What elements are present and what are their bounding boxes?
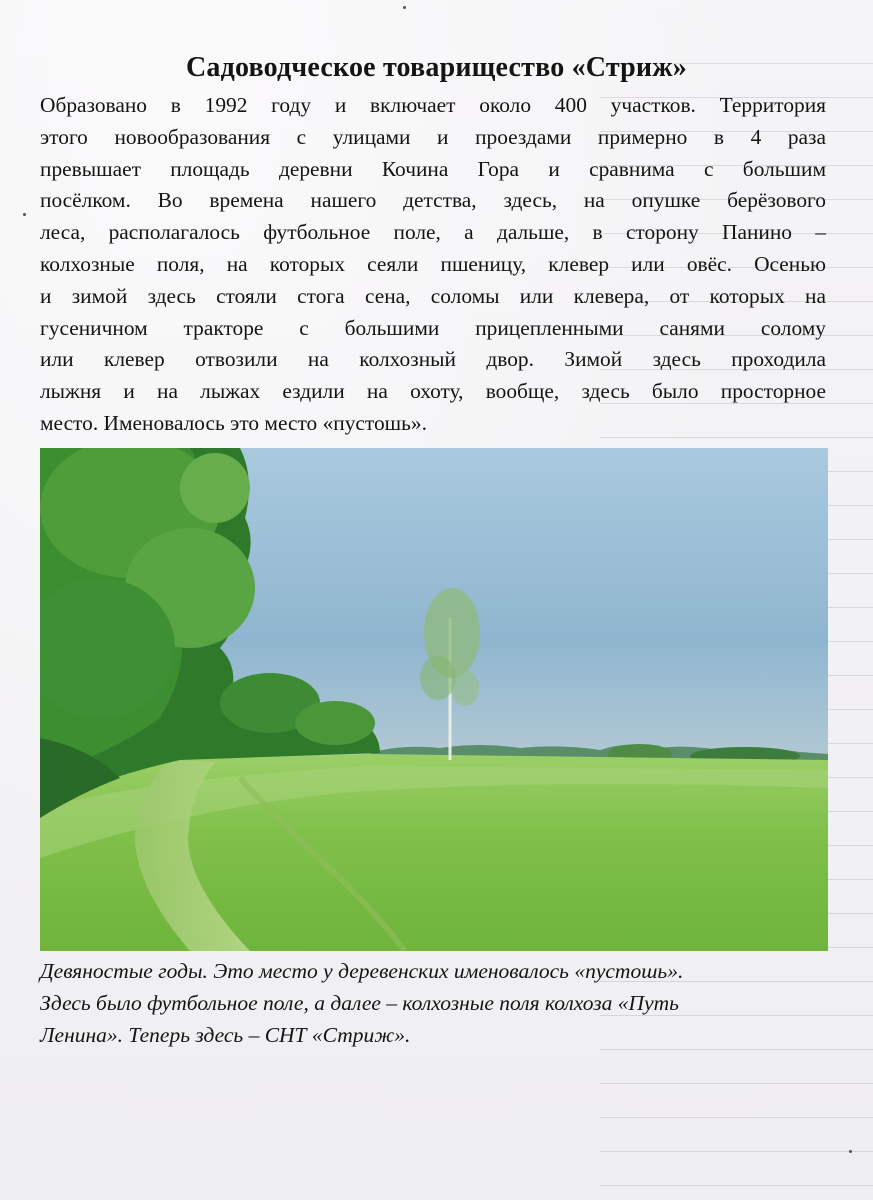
intro-line: этого новообразования с улицами и проездами примерно в 4 раза [40,124,826,149]
caption-line: Ленина». Теперь здесь – СНТ «Стриж». [40,1023,411,1047]
intro-paragraph [40,90,826,440]
tree-crown [295,701,375,745]
intro-line: место. Именовалось это место «пустошь». [40,410,427,435]
intro-line: лыжня и на лыжах ездили на охоту, вообще, здесь было просторное [40,379,826,404]
photo-caption [40,955,830,1051]
intro-line: Образовано в 1992 году и включает около 400 участков. Территория [40,93,826,117]
field-photo-illustration [40,448,828,951]
intro-line: колхозные поля, на которых сеяли пшеницу, клевер или овёс. Осенью [40,251,826,276]
intro-line: или клевер отвозили на колхозный двор. Зимой здесь проходила [40,347,826,372]
page-title: Садоводческое товарищество «Стриж» [186,52,687,83]
intro-line: посёлком. Во времена нашего детства, здесь, на опушке берёзового [40,188,826,213]
birch-crown [420,656,456,700]
caption-line: Девяностые годы. Это место у деревенских именовалось «пустошь». [40,959,684,983]
caption-line: Здесь было футбольное поле, а далее – колхозные поля колхоза «Путь [40,991,679,1015]
intro-line: и зимой здесь стояли стога сена, соломы или клевера, от которых на [40,283,826,308]
paper-speck [849,1150,852,1153]
intro-line: леса, располагалось футбольное поле, а дальше, в сторону Панино – [40,220,826,245]
paper-speck [23,213,26,216]
field-photo [40,448,828,951]
intro-line: гусеничном тракторе с большими прицепленными санями солому [40,315,826,340]
tree-crown [180,453,250,523]
paper-speck [403,6,406,9]
birch-crown [451,670,479,706]
intro-line: превышает площадь деревни Кочина Гора и сравнима с большим [40,156,826,181]
